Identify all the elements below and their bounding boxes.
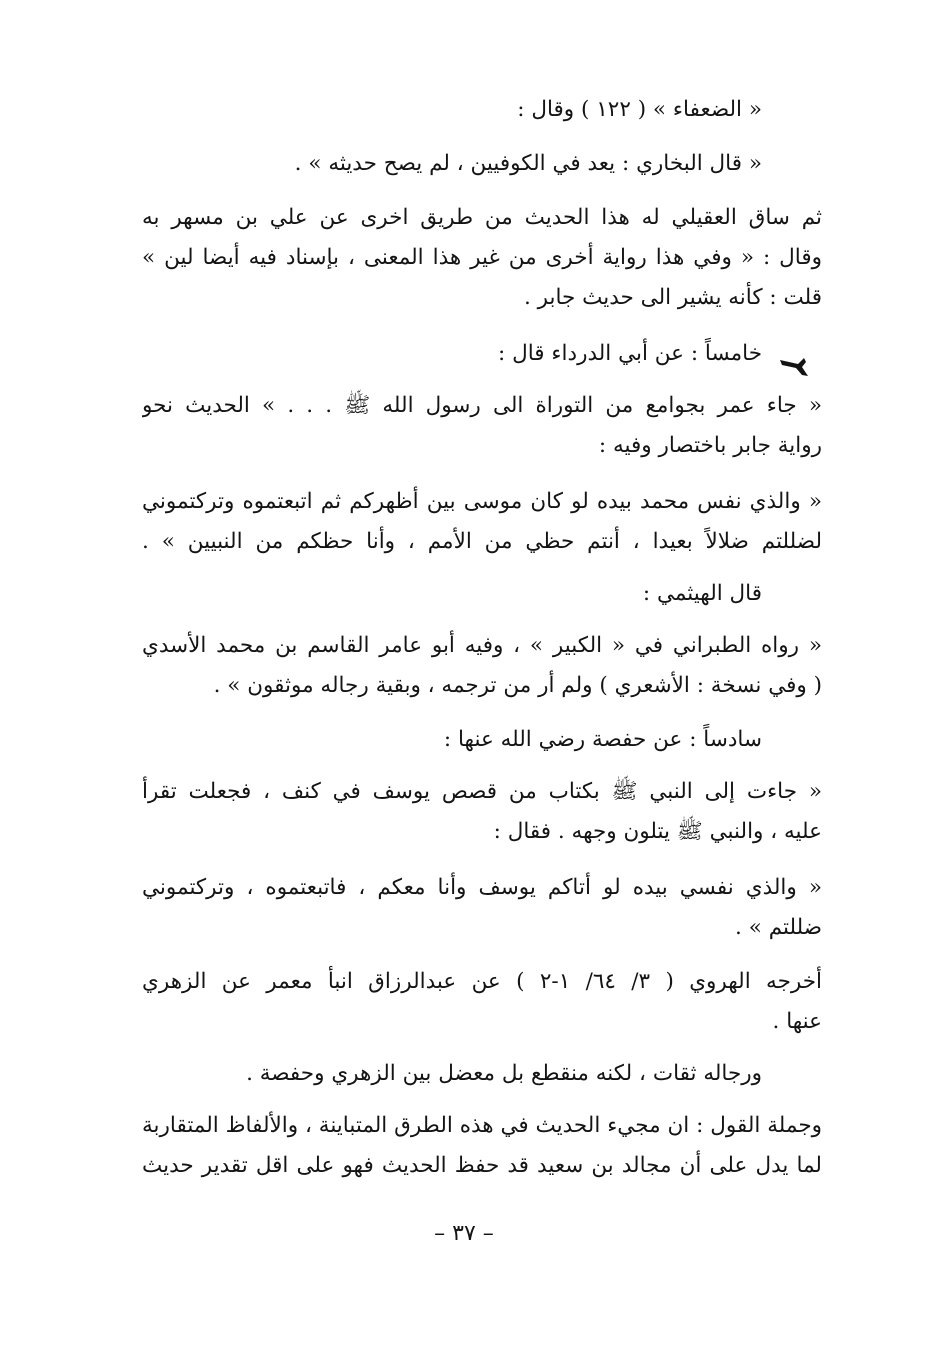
text-line: « جاء عمر بجوامع من التوراة الى رسول الله ﷺ . . . » الحديث نحو — [142, 393, 822, 418]
section-heading: سادساً : عن حفصة رضي الله عنها : — [443, 727, 762, 752]
section-heading: خامساً : عن أبي الدرداء قال : — [498, 341, 762, 366]
text-line: وقال : « وفي هذا رواية أخرى من غير هذا المعنى ، بإسناد فيه أيضا لين » — [142, 245, 822, 270]
section-heading: قال الهيثمي : — [642, 581, 762, 606]
text-line: لما يدل على أن مجالد بن سعيد قد حفظ الحديث فهو على اقل تقدير حديث — [142, 1153, 822, 1178]
text-line: « جاءت إلى النبي ﷺ بكتاب من قصص يوسف في كنف ، فجعلت تقرأ — [142, 779, 822, 804]
text-line: قلت : كأنه يشير الى حديث جابر . — [523, 285, 822, 310]
hand-pointer-icon — [778, 354, 818, 378]
text-line: « رواه الطبراني في « الكبير » ، وفيه أبو عامر القاسم بن محمد الأسدي — [142, 633, 822, 658]
text-line: ورجاله ثقات ، لكنه منقطع بل معضل بين الزهري وحفصة . — [246, 1061, 762, 1086]
text-line: ( وفي نسخة : الأشعري ) ولم أر من ترجمه ، وبقية رجاله موثقون » . — [213, 673, 822, 698]
text-line: رواية جابر باختصار وفيه : — [598, 433, 822, 458]
text-line: وجملة القول : ان مجيء الحديث في هذه الطرق المتباينة ، والألفاظ المتقاربة — [142, 1113, 822, 1138]
text-line: عليه ، والنبي ﷺ يتلون وجهه . فقال : — [493, 819, 822, 844]
text-line: أخرجه الهروي ( ٣/ ٦٤/ ١-٢ ) عن عبدالرزاق انبأ معمر عن الزهري — [142, 969, 822, 994]
text-line: « قال البخاري : يعد في الكوفيين ، لم يصح حديثه » . — [294, 151, 762, 176]
text-line: « الضعفاء » ( ١٢٢ ) وقال : — [517, 97, 762, 122]
text-line: ضللتم » . — [735, 915, 822, 940]
text-line: لضللتم ضلالاً بعيدا ، أنتم حظي من الأمم ، وأنا حظكم من النبيين » . — [142, 529, 822, 554]
text-line: « والذي نفس محمد بيده لو كان موسى بين أظهركم ثم اتبعتموه وتركتموني — [142, 489, 822, 514]
page-number: – ٣٧ – — [434, 1221, 494, 1246]
text-line: ثم ساق العقيلي له هذا الحديث من طريق اخرى عن علي بن مسهر به — [142, 205, 822, 230]
text-line: « والذي نفسي بيده لو أتاكم يوسف وأنا معكم ، فاتبعتموه ، وتركتموني — [142, 875, 822, 900]
text-line: عنها . — [772, 1009, 822, 1034]
